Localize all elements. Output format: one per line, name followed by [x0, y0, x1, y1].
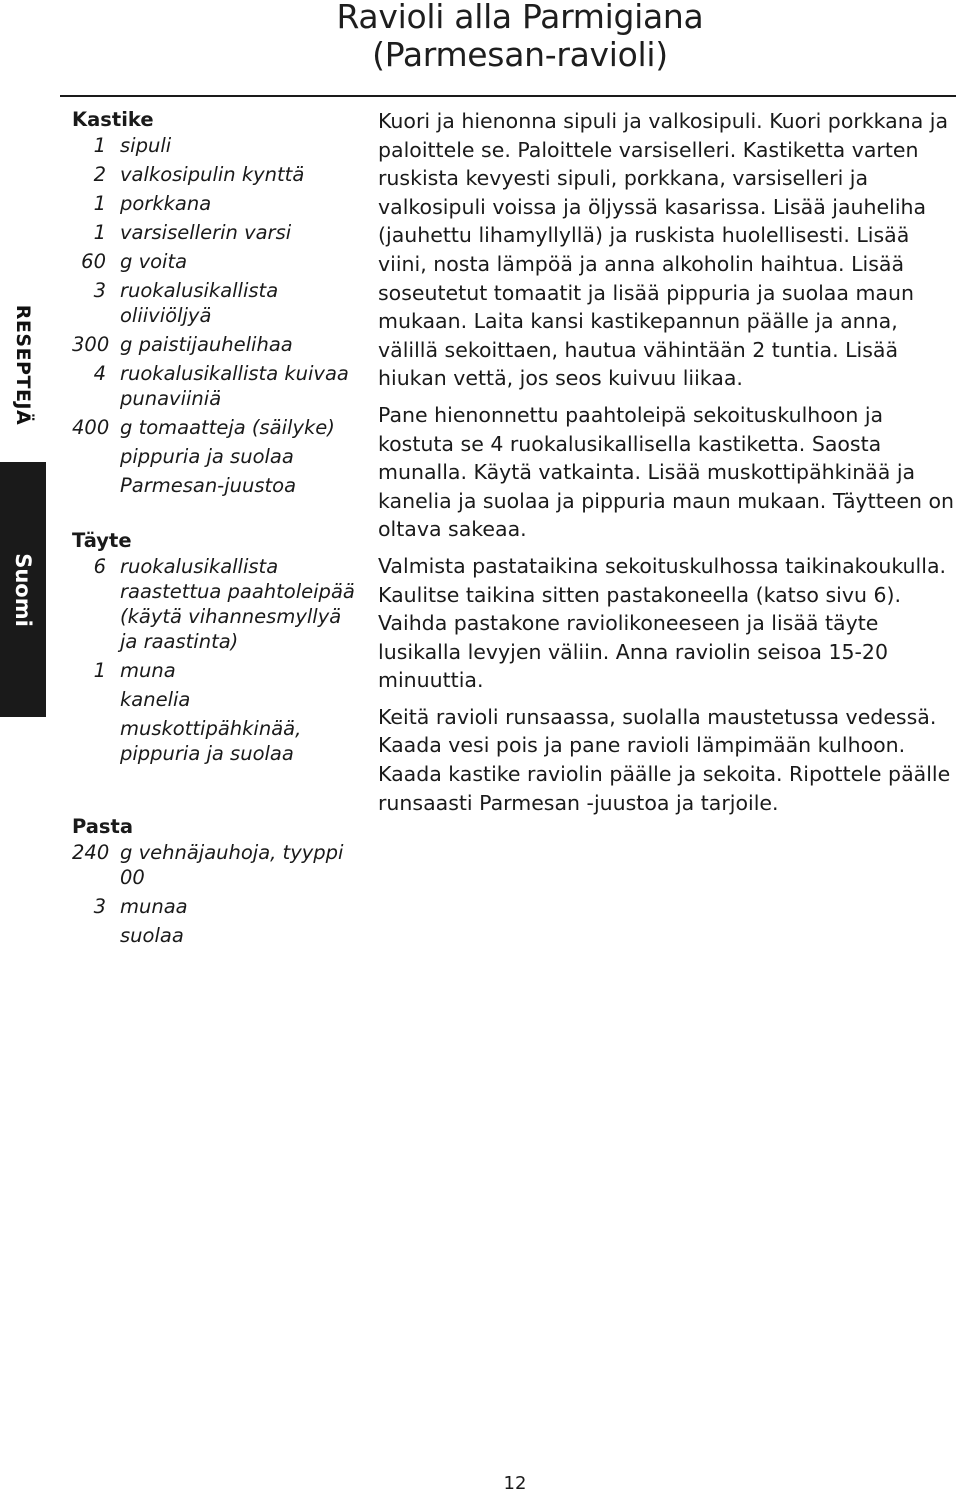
ingredient-text: Parmesan-juustoa — [120, 474, 297, 497]
ingredient-item — [72, 162, 362, 187]
ingredient-item — [72, 361, 362, 411]
section-heading: Pasta — [72, 815, 134, 838]
ingredient-text: g tomaatteja (säilyke) — [120, 416, 335, 439]
ingredient-text: ruokalusikallista raastettua paahtoleipää (käytä vihannesmyllyä ja raastinta) — [120, 555, 355, 653]
ingredient-item — [72, 249, 362, 274]
section-heading: Kastike — [72, 108, 154, 131]
page-number: 12 — [503, 1473, 527, 1494]
ingredient-qty — [72, 687, 120, 712]
ingredient-item — [72, 554, 362, 654]
ingredient-item — [72, 658, 362, 683]
ingredient-text: pippuria ja suolaa — [120, 445, 294, 468]
ingredient-item — [72, 133, 362, 158]
language-tab-label: Suomi — [11, 552, 35, 627]
ingredient-item — [72, 278, 362, 328]
ingredient-qty: 3 — [93, 279, 106, 302]
method-instructions — [378, 107, 958, 825]
ingredient-text: g voita — [120, 250, 188, 273]
ingredient-qty: 4 — [93, 362, 106, 385]
ingredient-text: muna — [120, 659, 176, 682]
ingredient-text: munaa — [120, 895, 188, 918]
ingredient-item — [72, 220, 362, 245]
method-paragraph: Keitä ravioli runsaassa, suolalla maustetussa vedessä. Kaada vesi pois ja pane ravioli lämpimään kulhoon. Kaada kastike raviolin päälle ja sekoita. Ripottele päälle runsaasti Parmesan -juustoa ja tarjoile. — [378, 704, 951, 815]
section-side-label — [0, 290, 46, 440]
section-heading: Täyte — [72, 529, 132, 552]
ingredient-qty: 1 — [93, 134, 106, 157]
ingredient-text: ruokalusikallista kuivaa punaviiniä — [120, 362, 349, 410]
ingredient-qty: 300 — [72, 333, 110, 356]
ingredient-item — [72, 923, 362, 948]
ingredient-text: g paistijauhelihaa — [120, 333, 293, 356]
ingredient-text: varsisellerin varsi — [120, 221, 292, 244]
page-title-line-2: (Parmesan-ravioli) — [372, 35, 668, 74]
ingredient-section-sauce — [72, 107, 362, 498]
ingredient-text: muskottipähkinää, pippuria ja suolaa — [120, 717, 302, 765]
method-paragraph: Pane hienonnettu paahtoleipä sekoituskulhoon ja kostuta se 4 ruokalusikallisella kastiketta. Saosta munalla. Käytä vatkainta. Lisää muskottipähkinää ja kanelia ja suolaa ja pippuria maun mukaan. Täytteen on oltava sakeaa. — [378, 402, 955, 542]
title-divider — [60, 95, 956, 97]
ingredient-qty: 6 — [93, 555, 106, 578]
ingredient-qty — [72, 716, 120, 766]
ingredient-qty: 60 — [81, 250, 106, 273]
ingredient-item — [72, 332, 362, 357]
ingredient-item — [72, 840, 362, 890]
ingredient-qty: 2 — [93, 163, 106, 186]
ingredient-item — [72, 444, 362, 469]
ingredient-qty: 1 — [93, 221, 106, 244]
ingredient-text: ruokalusikallista oliiviöljyä — [120, 279, 279, 327]
ingredient-qty: 240 — [72, 841, 110, 864]
page-title — [300, 0, 740, 74]
ingredient-qty — [72, 444, 120, 469]
method-paragraph: Kuori ja hienonna sipuli ja valkosipuli. Kuori porkkana ja paloittele se. Paloittele varsiselleri. Kastiketta varten ruskista kevyesti sipuli, porkkana, varsiselleri ja valkosipuli voissa ja öljyssä kasarissa. Lisää jauheliha (jauhettu lihamyllyllä) ja ruskista huolellisesti. Lisää viini, nosta lämpöä ja anna alkoholin haihtua. Lisää soseutetut tomaatit ja lisää pippuria ja suolaa maun mukaan. Laita kansi kastikepannun päälle ja anna, välillä sekoittaen, hautua vähintään 2 tuntia. Lisää hiukan vettä, jos seos kuivuu liikaa. — [378, 109, 949, 391]
ingredient-item — [72, 716, 362, 766]
ingredient-item — [72, 415, 362, 440]
ingredient-text: g vehnäjauhoja, tyyppi 00 — [120, 841, 344, 889]
language-tab — [0, 462, 46, 717]
ingredient-text: porkkana — [120, 192, 212, 215]
ingredient-section-filling — [72, 528, 362, 766]
ingredient-text: valkosipulin kynttä — [120, 163, 305, 186]
ingredient-item — [72, 894, 362, 919]
ingredient-section-pasta — [72, 814, 362, 948]
ingredient-qty: 1 — [93, 659, 106, 682]
ingredient-item — [72, 687, 362, 712]
page-title-line-1: Ravioli alla Parmigiana — [336, 0, 704, 36]
ingredient-text: suolaa — [120, 924, 184, 947]
ingredient-qty — [72, 923, 120, 948]
ingredient-qty — [72, 473, 120, 498]
ingredient-item — [72, 473, 362, 498]
section-label-text: RESEPTEJÄ — [12, 304, 35, 426]
ingredient-text: kanelia — [120, 688, 191, 711]
ingredient-text: sipuli — [120, 134, 172, 157]
method-paragraph: Valmista pastataikina sekoituskulhossa taikinakoukulla. Kaulitse taikina sitten pastakoneella (katso sivu 6). Vaihda pastakone raviolikoneeseen ja lisää täyte lusikalla levyjen väliin. Anna raviolin seisoa 15-20 minuuttia. — [378, 553, 947, 693]
ingredient-qty: 3 — [93, 895, 106, 918]
ingredient-item — [72, 191, 362, 216]
ingredient-qty: 400 — [72, 416, 110, 439]
ingredient-qty: 1 — [93, 192, 106, 215]
ingredient-list — [72, 107, 362, 978]
